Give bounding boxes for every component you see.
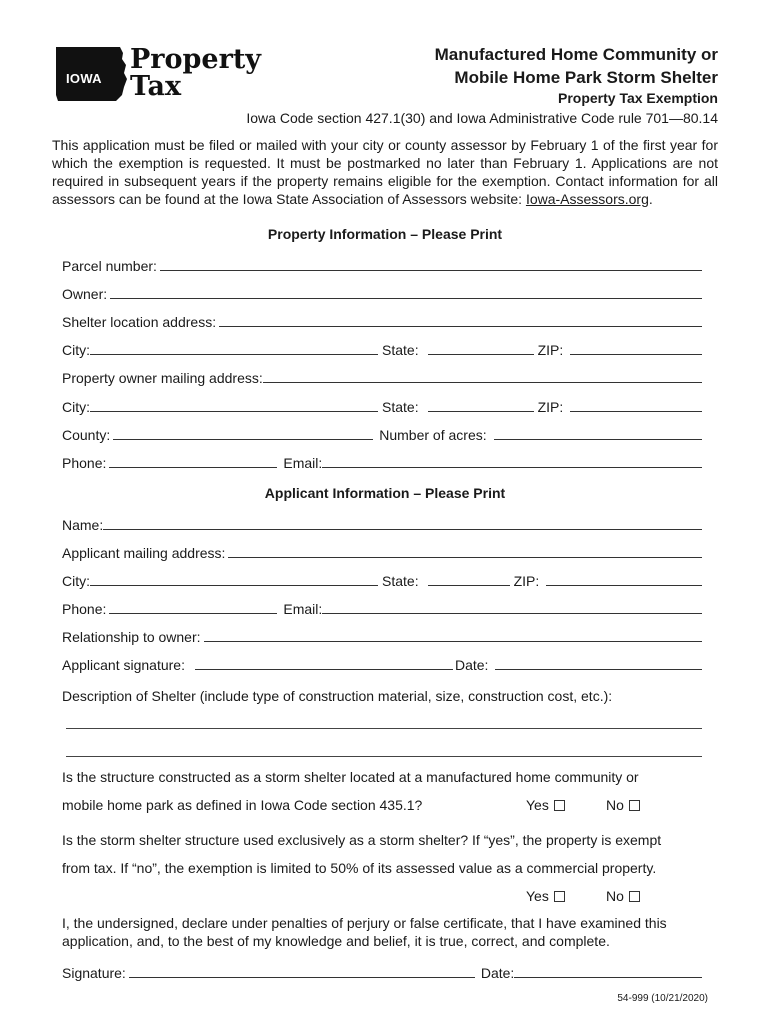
- applicant-phone-row: [62, 597, 702, 617]
- city-label: City:: [62, 342, 90, 358]
- assessors-website-link[interactable]: Iowa-Assessors.org: [525, 191, 649, 207]
- city-field[interactable]: [90, 341, 378, 355]
- applicant-name-row: [62, 513, 702, 533]
- owner-mailing-row: [62, 366, 702, 386]
- applicant-date-label: Date:: [454, 657, 489, 673]
- question2-no-option[interactable]: [606, 888, 640, 904]
- question2-no-label: No: [606, 888, 624, 904]
- zip-label: ZIP:: [537, 342, 564, 358]
- applicant-mailing-field[interactable]: [228, 544, 702, 558]
- shelter-city-row: [62, 338, 702, 358]
- applicant-email-field[interactable]: [322, 600, 702, 614]
- property-info-heading: Property Information – Please Print: [267, 226, 503, 242]
- code-reference: Iowa Code section 427.1(30) and Iowa Administrative Code rule 701—80.14: [246, 110, 718, 126]
- county-field[interactable]: [113, 426, 373, 440]
- form-title-line1: Manufactured Home Community or: [434, 45, 718, 64]
- applicant-signature-field[interactable]: [195, 656, 453, 670]
- declaration-text: I, the undersigned, declare under penalties of perjury or false certificate, that I have examined this application, and, to the best of my knowledge and belief, it is true, correct, and complete.: [62, 915, 667, 949]
- zip-field[interactable]: [570, 341, 702, 355]
- question2-line1: Is the storm shelter structure used exclusively as a storm shelter? If “yes”, the property is exempt: [62, 832, 662, 848]
- applicant-info-heading: Applicant Information – Please Print: [264, 485, 506, 501]
- applicant-state-field[interactable]: [428, 572, 510, 586]
- relationship-row: [62, 625, 702, 645]
- applicant-signature-label: Applicant signature:: [62, 657, 185, 673]
- intro-paragraph: [52, 136, 718, 208]
- logo-word-tax: Tax: [130, 71, 182, 102]
- applicant-email-label: Email:: [283, 601, 323, 617]
- question1-yes-checkbox[interactable]: [554, 800, 565, 811]
- question2-yes-checkbox[interactable]: [554, 891, 565, 902]
- applicant-city-field[interactable]: [90, 572, 378, 586]
- question2-line2: from tax. If “no”, the exemption is limited to 50% of its assessed value as a commercial property.: [62, 860, 657, 876]
- signature-date-field[interactable]: [514, 964, 702, 978]
- owner-zip-label: ZIP:: [537, 399, 564, 415]
- state-field[interactable]: [428, 341, 534, 355]
- parcel-number-row: [62, 254, 702, 274]
- owner-state-label: State:: [382, 399, 419, 415]
- question1-no-option[interactable]: [606, 797, 640, 813]
- shelter-address-field[interactable]: [219, 313, 702, 327]
- applicant-date-field[interactable]: [495, 656, 702, 670]
- owner-city-field[interactable]: [90, 398, 378, 412]
- description-line-2[interactable]: [66, 756, 702, 757]
- applicant-mailing-row: [62, 541, 702, 561]
- question2-yes-label: Yes: [526, 888, 549, 904]
- phone-label: Phone:: [62, 455, 107, 471]
- form-number: 54-999 (10/21/2020): [617, 993, 708, 1004]
- county-label: County:: [62, 427, 111, 443]
- applicant-mailing-label: Applicant mailing address:: [62, 545, 226, 561]
- owner-zip-field[interactable]: [570, 398, 702, 412]
- state-label: State:: [382, 342, 419, 358]
- applicant-signature-row: [62, 653, 702, 673]
- owner-label: Owner:: [62, 286, 108, 302]
- owner-phone-row: [62, 451, 702, 471]
- owner-city-label: City:: [62, 399, 90, 415]
- shelter-address-row: [62, 310, 702, 330]
- acres-field[interactable]: [494, 426, 702, 440]
- owner-row: [62, 282, 702, 302]
- form-subtitle: Property Tax Exemption: [557, 90, 718, 106]
- question2-yes-option[interactable]: [526, 888, 565, 904]
- owner-field[interactable]: [110, 285, 702, 299]
- shelter-address-label: Shelter location address:: [62, 314, 217, 330]
- applicant-state-label: State:: [382, 573, 419, 589]
- owner-state-field[interactable]: [428, 398, 534, 412]
- applicant-zip-field[interactable]: [546, 572, 702, 586]
- parcel-number-label: Parcel number:: [62, 258, 157, 274]
- signature-field[interactable]: [129, 964, 475, 978]
- parcel-number-field[interactable]: [160, 257, 702, 271]
- owner-mailing-field[interactable]: [263, 369, 702, 383]
- email-field[interactable]: [322, 454, 702, 468]
- phone-field[interactable]: [109, 454, 277, 468]
- logo-word-property: Property: [130, 44, 261, 75]
- logo-state-label: IOWA: [66, 71, 102, 86]
- relationship-field[interactable]: [204, 628, 702, 642]
- applicant-name-label: Name:: [62, 517, 104, 533]
- question1-no-label: No: [606, 797, 624, 813]
- intro-period: .: [648, 191, 653, 207]
- county-row: [62, 423, 702, 443]
- applicant-name-field[interactable]: [103, 516, 702, 530]
- relationship-label: Relationship to owner:: [62, 629, 201, 645]
- question1-yes-option[interactable]: [526, 797, 565, 813]
- question1-yes-label: Yes: [526, 797, 549, 813]
- form-title-line2: Mobile Home Park Storm Shelter: [454, 68, 718, 87]
- owner-city-row: [62, 395, 702, 415]
- applicant-city-label: City:: [62, 573, 90, 589]
- description-label: Description of Shelter (include type of construction material, size, construction cost, etc.):: [62, 688, 613, 704]
- applicant-phone-field[interactable]: [109, 600, 277, 614]
- question1-line1: Is the structure constructed as a storm shelter located at a manufactured home community or: [62, 769, 639, 785]
- question2-no-checkbox[interactable]: [629, 891, 640, 902]
- question1-no-checkbox[interactable]: [629, 800, 640, 811]
- question1-line2: mobile home park as defined in Iowa Code section 435.1?: [62, 797, 423, 813]
- signature-label: Signature:: [62, 965, 126, 981]
- applicant-city-row: [62, 569, 702, 589]
- signature-row: [62, 961, 702, 981]
- description-line-1[interactable]: [66, 728, 702, 729]
- intro-text: This application must be filed or mailed with your city or county assessor by February 1 of the first year for which the exemption is requested. It must be postmarked no later than February 1. Applications are not required in subsequent years if the property remains eligible for the exemption. Contact information for all assessors can be found at the Iowa State Association of Assessors website:: [52, 137, 718, 207]
- acres-label: Number of acres:: [379, 427, 487, 443]
- applicant-phone-label: Phone:: [62, 601, 107, 617]
- signature-date-label: Date:: [480, 965, 515, 981]
- owner-mailing-label: Property owner mailing address:: [62, 370, 263, 386]
- email-label: Email:: [283, 455, 323, 471]
- applicant-zip-label: ZIP:: [513, 573, 540, 589]
